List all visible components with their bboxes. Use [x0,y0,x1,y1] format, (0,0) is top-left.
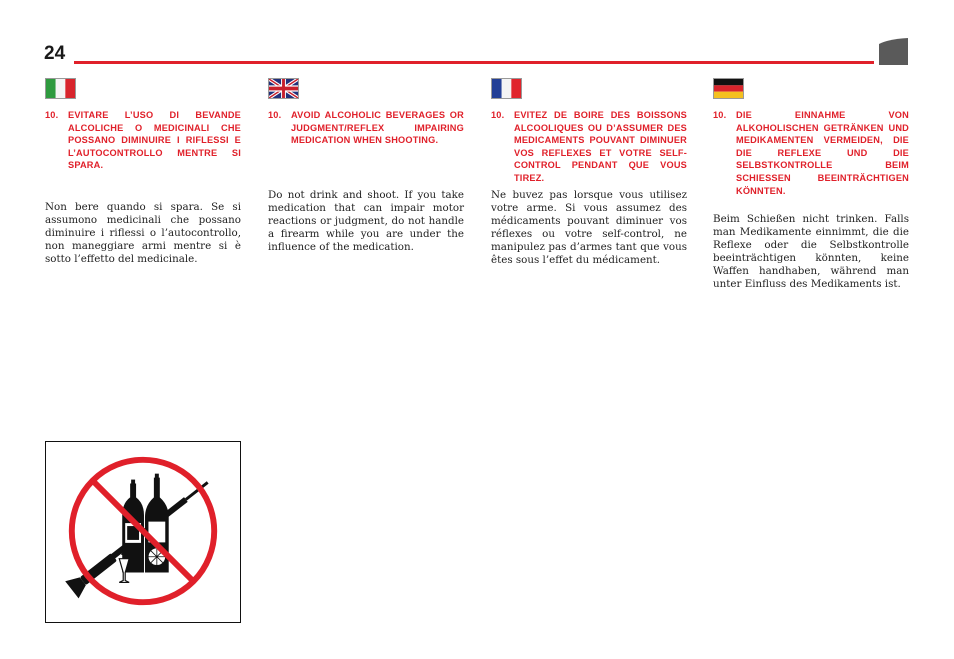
item-number: 10. [491,110,505,120]
heading-text: AVOID ALCOHOLIC BEVERAGES OR JUDGMENT/REFLEX IMPAIRING MEDICATION WHEN SHOOTING. [291,110,464,146]
column-italian [45,78,241,266]
heading-text: EVITEZ DE BOIRE DES BOISSONS ALCOOLIQUES OU D’ASSUMER DES MEDICAMENTS POUVANT DIMINUER VOS REFLEXES ET VOTRE SELF-CONTROL PENDANT QUE VOUS TIREZ. [514,110,687,183]
section-heading [491,109,687,185]
body-text: Ne buvez pas lorsque vous utilisez votre arme. Si vous assumez des médicaments pouvant diminuer vos réflexes ou votre self-control, ne manipulez pas d’armes tant que vous êtes sous l’effet du médicament. [491,188,687,266]
body-text: Beim Schießen nicht trinken. Falls man Medikamente einnimmt, die die Reflexe oder die Selbstkontrolle beeinträchtigen könnten, keine Waffen handhaben, während man unter Einfluss des Medikaments ist. [713,213,909,291]
page-number: 24 [44,43,66,64]
section-heading [45,109,241,172]
france-flag-icon [491,78,522,99]
item-number: 10. [713,110,727,120]
heading-text: DIE EINNAHME VON ALKOHOLISCHEN GETRÄNKEN UND MEDIKAMENTEN VERMEIDEN, DIE DIE REFLEXE UND DIE SELBSTKONTROLLE BEIM SCHIESSEN BEEINTRÄCHTIGEN KÖNNTEN. [736,110,909,196]
section-heading [268,109,464,147]
header-rule [74,61,874,64]
germany-flag-icon [713,78,744,99]
item-number: 10. [268,110,282,120]
italy-flag-icon [45,78,76,99]
column-german [713,78,909,291]
column-french [491,78,687,267]
corner-tab-icon [879,38,908,65]
column-english [268,78,464,254]
section-heading [713,109,909,197]
heading-text: EVITARE L’USO DI BEVANDE ALCOLICHE O MEDICINALI CHE POSSANO DIMINUIRE I RIFLESSI E L’AUTOCONTROLLO MENTRE SI SPARA. [68,110,241,171]
no-alcohol-while-shooting-icon [45,441,241,623]
uk-flag-icon [268,78,299,99]
item-number: 10. [45,110,59,120]
body-text: Do not drink and shoot. If you take medication that can impair motor reactions or judgment, do not handle a firearm while you are under the influence of the medication. [268,188,464,253]
body-text: Non bere quando si spara. Se si assumono medicinali che possano diminuire i riflessi o l’autocontrollo, non maneggiare armi mentre si è sotto l’effetto del medicinale. [45,200,241,265]
